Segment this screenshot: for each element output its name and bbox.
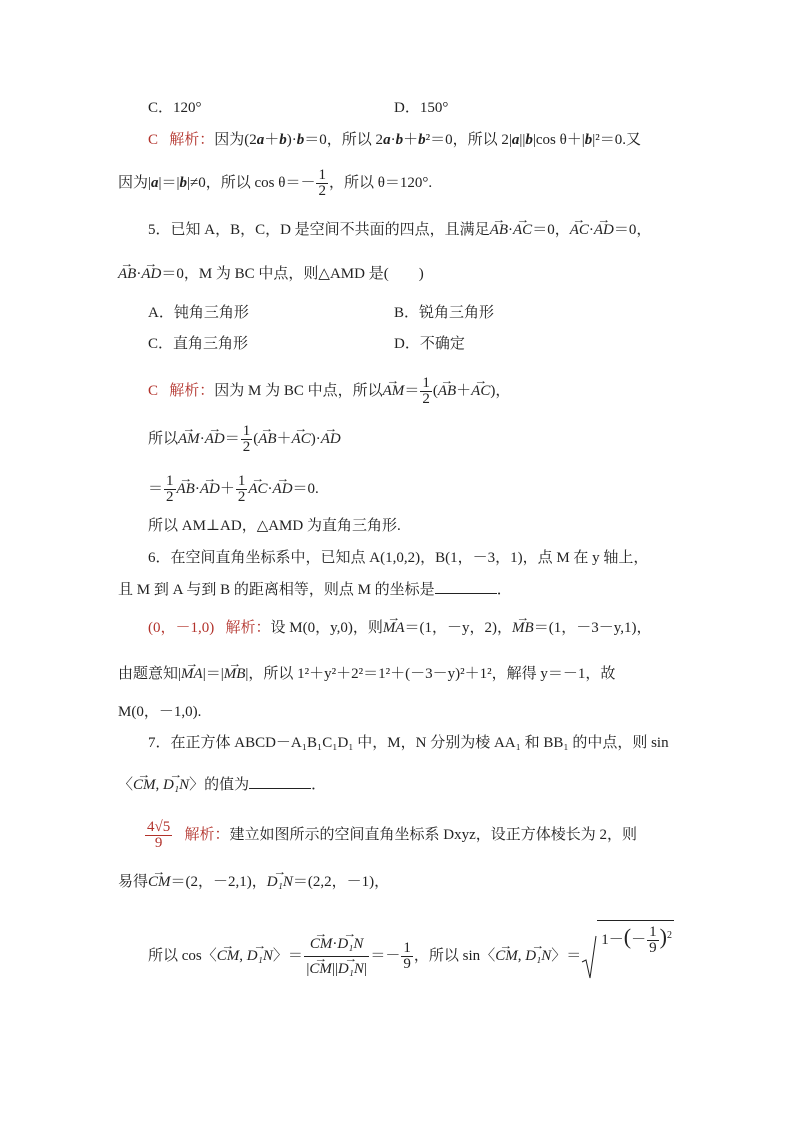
fraction: $\frac{1}{2}$: [237, 473, 246, 505]
fraction: $\frac{1}{9}$: [649, 923, 657, 956]
radical-sign-icon: [581, 934, 597, 980]
answer-letter: C: [148, 382, 159, 399]
q5-stem-line2: → AB·→ AD＝0，M 为 BC 中点，则△AMD 是( ): [118, 264, 424, 284]
solution-label: 解析：: [225, 620, 271, 636]
answer-fraction: $\frac{4√5}{9}$: [147, 819, 171, 851]
q7-solution-line2: 易得→ CM＝(2，－2,1)，→ D₁N＝(2,2，－1)，: [118, 872, 389, 892]
option-c: C．120°: [148, 100, 202, 116]
q6-stem-line2: 且 M 到 A 与到 B 的距离相等，则点 M 的坐标是 ．: [118, 579, 512, 600]
q6-stem-line1: 6．在空间直角坐标系中，已知点 A(1,0,2)，B(1，－3，1)，点 M 在 y 轴上，: [148, 550, 649, 566]
option-c: C．直角三角形: [148, 336, 249, 352]
option-b: B．锐角三角形: [394, 305, 495, 321]
q6-solution-line3: M(0，－1,0).: [118, 704, 202, 720]
option-a: A．钝角三角形: [148, 305, 249, 321]
answer-blank: [435, 579, 497, 594]
fraction: $\frac{1}{9}$: [403, 940, 411, 972]
fraction: → $\frac{\text{CM·→ D₁N}}{\text{|→ CM||→ D₁N|}}$: [304, 932, 370, 981]
fraction: $\frac{1}{2}$: [166, 473, 174, 505]
q7-stem-line1: 7．在正方体 ABCD－A₁B₁C₁D₁ 中，M，N 分别为棱 AA₁ 和 BB₁ 的中点，则 sin: [148, 735, 669, 751]
q7-stem-line2: 〈→ CM, → D₁N〉的值为 ．: [118, 774, 326, 795]
q5-solution-line1: C 解析：因为 M 为 BC 中点，所以→ AM＝ $\frac{1}{2}$ (→ AB＋→ AC)，: [148, 376, 510, 407]
solution-label: 解析：: [184, 826, 230, 843]
answer-value: (0，－1,0): [148, 620, 215, 636]
q5-stem-line1: 5．已知 A，B，C，D 是空间不共面的四点，且满足→ AB·→ AC＝0，→ AC·→ AD＝0，: [148, 220, 651, 240]
q7-solution-line3: 所以 cos〈→ CM, → D₁N〉＝ → $\frac{\text{CM·→ D₁N}}{\text{|→ CM||→ D₁N|}}$ ＝－ $\frac{1}{9}$ ，所以 sin〈→ CM, → D₁N〉＝1－(－ $\frac{1}{9}$ )$^2$: [148, 932, 674, 981]
option-d: D．不确定: [394, 336, 465, 352]
answer-letter: C: [148, 132, 159, 148]
q6-solution-line1: (0，－1,0) 解析：设 M(0，y,0)，则→ MA＝(1，－y，2)，→ MB＝(1，－3－y,1)，: [148, 618, 652, 638]
fraction: $\frac{1}{2}$: [422, 375, 430, 407]
option-d: D．150°: [394, 100, 449, 116]
q4-solution-line2: 因为|a|＝|b|≠0，所以 cos θ＝－ $\frac{1}{2}$ ，所以 θ＝120°.: [118, 167, 433, 199]
solution-label: 解析：: [169, 382, 215, 399]
q5-solution-line2: 所以→ AM·→ AD＝ $\frac{1}{2}$ (→ AB＋→ AC)·→ AD: [148, 424, 341, 455]
fraction: $\frac{1}{2}$: [242, 423, 251, 455]
q7-solution-line1: $\frac{4√5}{9}$ 解析：建立如图所示的空间直角坐标系 Dxyz，设正方体棱长为 2，则: [147, 819, 637, 851]
square-root: 1－(－ $\frac{1}{9}$ )$^2$: [581, 934, 674, 980]
q5-solution-line3: ＝ $\frac{1}{2}$ → AB·→ AD＋ $\frac{1}{2}$ → AC·→ AD＝0.: [148, 474, 319, 505]
q4-solution-line1: C 解析：因为(2a＋b)·b＝0，所以 2a·b＋b²＝0，所以 2|a||b|cos θ＋|b|²＝0.又: [148, 132, 642, 148]
solution-label: 解析：: [169, 132, 215, 148]
q5-conclusion: 所以 AM⊥AD，△AMD 为直角三角形.: [148, 518, 401, 534]
answer-blank: [249, 774, 311, 789]
q6-solution-line2: 由题意知|→ MA|＝|→ MB|，所以 1²＋y²＋2²＝1²＋(－3－y)²＋1²，解得 y＝－1，故: [118, 664, 615, 684]
fraction: $\frac{1}{2}$: [318, 167, 326, 199]
